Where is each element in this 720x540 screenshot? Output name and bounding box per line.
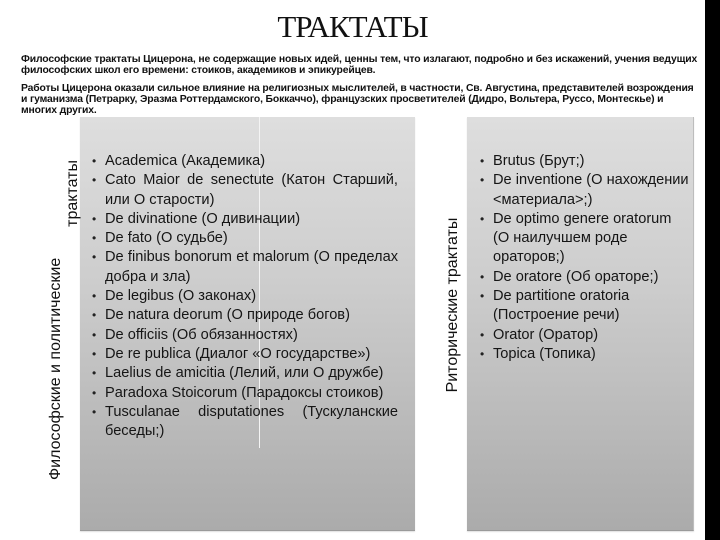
philosophical-treatises-list <box>92 152 398 441</box>
list-item: • De optimo genere oratorum (О наилучшем роде ораторов;) <box>480 210 690 268</box>
intro-text <box>21 54 701 123</box>
slide-title: ТРАКТАТЫ <box>277 9 428 44</box>
list-item: • De finibus bonorum et malorum (О пределах добра и зла) <box>92 248 398 287</box>
rhetorical-treatises-label: Риторические трактаты <box>444 217 461 393</box>
list-item: • De oratore (Об ораторе;) <box>480 268 690 287</box>
list-item: • De inventione (О нахождении <материала>;) <box>480 171 690 210</box>
list-item: • De re publica (Диалог «О государстве») <box>92 345 398 364</box>
philosophical-treatises-label <box>47 160 83 480</box>
list-item: • Cato Maior de senectute (Катон Старший, или О старости) <box>92 171 398 210</box>
list-item: • Paradoxa Stoicorum (Парадоксы стоиков) <box>92 384 398 403</box>
list-item: • Laelius de amicitia (Лелий, или О дружбе) <box>92 364 398 383</box>
intro-paragraph-1: Философские трактаты Цицерона, не содержащие новых идей, ценны тем, что излагают, подробно и без искажений, учения ведущих философских школ его времени: стоиков, академиков и эпикурейцев. <box>21 54 698 76</box>
list-item: • De legibus (О законах) <box>92 287 398 306</box>
intro-paragraph-2: Работы Цицерона оказали сильное влияние на религиозных мыслителей, в частности, Св. Августина, представителей возрождения и гуманизма (Петрарку, Эразма Роттердамского, Боккаччо), французских просветителей (Дидро, Вольтера, Руссо, Монтескье) и многих других. <box>21 83 694 116</box>
philosophical-label-line-2: трактаты <box>64 160 81 227</box>
list-item: • De fato (О судьбе) <box>92 229 398 248</box>
list-item: • De officiis (Об обязанностях) <box>92 326 398 345</box>
list-item: • De partitione oratoria (Построение речи) <box>480 287 690 326</box>
rhetorical-treatises-list <box>480 152 690 364</box>
philosophical-label-line-1: Философские и политические <box>47 257 64 480</box>
list-item: • Topica (Топика) <box>480 345 690 364</box>
list-item: • De natura deorum (О природе богов) <box>92 306 398 325</box>
list-item: • Tusculanae disputationes (Тускуланские беседы;) <box>92 403 398 442</box>
list-item: • Brutus (Брут;) <box>480 152 690 171</box>
black-edge-strip <box>705 0 720 540</box>
list-item: • Orator (Оратор) <box>480 326 690 345</box>
list-item: • De divinatione (О дивинации) <box>92 210 398 229</box>
list-item: • Academica (Академика) <box>92 152 398 171</box>
